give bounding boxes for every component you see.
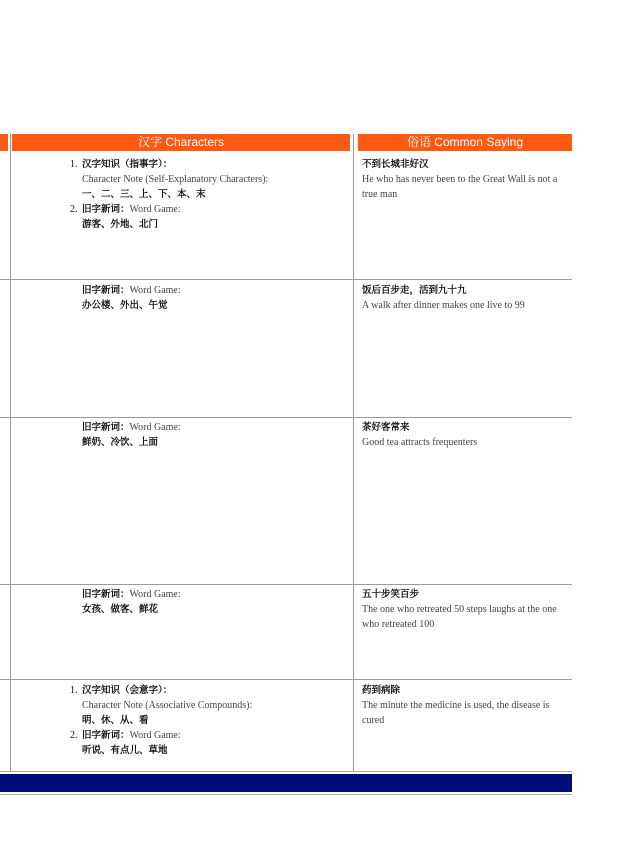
character-note-en: Character Note (Associative Compounds): xyxy=(82,700,253,711)
word-game-title: 旧字新词： xyxy=(82,589,130,600)
table-row-2-saying xyxy=(362,283,570,313)
saying-cn: 五十步笑百步 xyxy=(362,589,420,600)
saying-en: The minute the medicine is used, the disease is cured xyxy=(362,700,550,726)
word-game-en: Word Game: xyxy=(129,589,181,600)
word-game-title: 旧字新词： xyxy=(82,730,130,741)
column-divider-middle xyxy=(353,134,354,771)
table-row-4-characters xyxy=(82,587,347,617)
word-game-en: Word Game: xyxy=(129,422,181,433)
list-number: 1. xyxy=(70,685,78,696)
character-note-en: Character Note (Self-Explanatory Characters): xyxy=(82,174,269,185)
table-row-3-saying xyxy=(362,420,570,450)
table-row-5-characters xyxy=(70,683,347,758)
word-game-en: Word Game: xyxy=(129,285,181,296)
header-common-saying: 俗语 Common Saying xyxy=(358,134,572,151)
character-note-chars: 明、休、从、看 xyxy=(82,715,149,726)
list-number: 1. xyxy=(70,159,78,170)
table-row-5-saying xyxy=(362,683,570,728)
table-row-1-characters xyxy=(70,157,347,232)
row-divider xyxy=(0,279,572,280)
word-game-title: 旧字新词： xyxy=(82,422,130,433)
header-prev-column xyxy=(0,134,8,151)
list-number: 2. xyxy=(70,204,78,215)
word-game-words: 游客、外地、北门 xyxy=(82,219,159,230)
row-divider xyxy=(0,417,572,418)
footer-bar xyxy=(0,774,572,792)
word-game-title: 旧字新词： xyxy=(82,204,130,215)
saying-en: Good tea attracts frequenters xyxy=(362,437,478,448)
word-game-words: 女孩、做客、鲜花 xyxy=(82,604,159,615)
word-game-words: 鲜奶、冷饮、上面 xyxy=(82,437,159,448)
table-row-3-characters xyxy=(82,420,347,450)
word-game-en: Word Game: xyxy=(129,730,181,741)
character-note-chars: 一、二、三、上、下、本、末 xyxy=(82,189,206,200)
character-note-title: 汉字知识（指事字）： xyxy=(82,159,173,170)
table-row-4-saying xyxy=(362,587,570,632)
row-divider xyxy=(0,584,572,585)
table-row-2-characters xyxy=(82,283,347,313)
saying-en: A walk after dinner makes one live to 99 xyxy=(362,300,525,311)
word-game-words: 听说、有点儿、草地 xyxy=(82,745,168,756)
word-game-words: 办公楼、外出、午觉 xyxy=(82,300,168,311)
saying-cn: 茶好客常来 xyxy=(362,422,410,433)
saying-en: He who has never been to the Great Wall is not a true man xyxy=(362,174,558,200)
list-number: 2. xyxy=(70,730,78,741)
saying-cn: 不到长城非好汉 xyxy=(362,159,429,170)
saying-cn: 饭后百步走，活到九十九 xyxy=(362,285,467,296)
word-game-en: Word Game: xyxy=(129,204,181,215)
row-divider xyxy=(0,679,572,680)
word-game-title: 旧字新词： xyxy=(82,285,130,296)
header-characters: 汉字 Characters xyxy=(12,134,350,151)
column-divider-left xyxy=(10,134,11,771)
table-row-1-saying xyxy=(362,157,570,202)
saying-cn: 药到病除 xyxy=(362,685,401,696)
character-note-title: 汉字知识（会意字）： xyxy=(82,685,173,696)
footer-rule-bottom xyxy=(0,794,572,795)
footer-rule-top xyxy=(0,771,572,772)
saying-en: The one who retreated 50 steps laughs at the one who retreated 100 xyxy=(362,604,557,630)
